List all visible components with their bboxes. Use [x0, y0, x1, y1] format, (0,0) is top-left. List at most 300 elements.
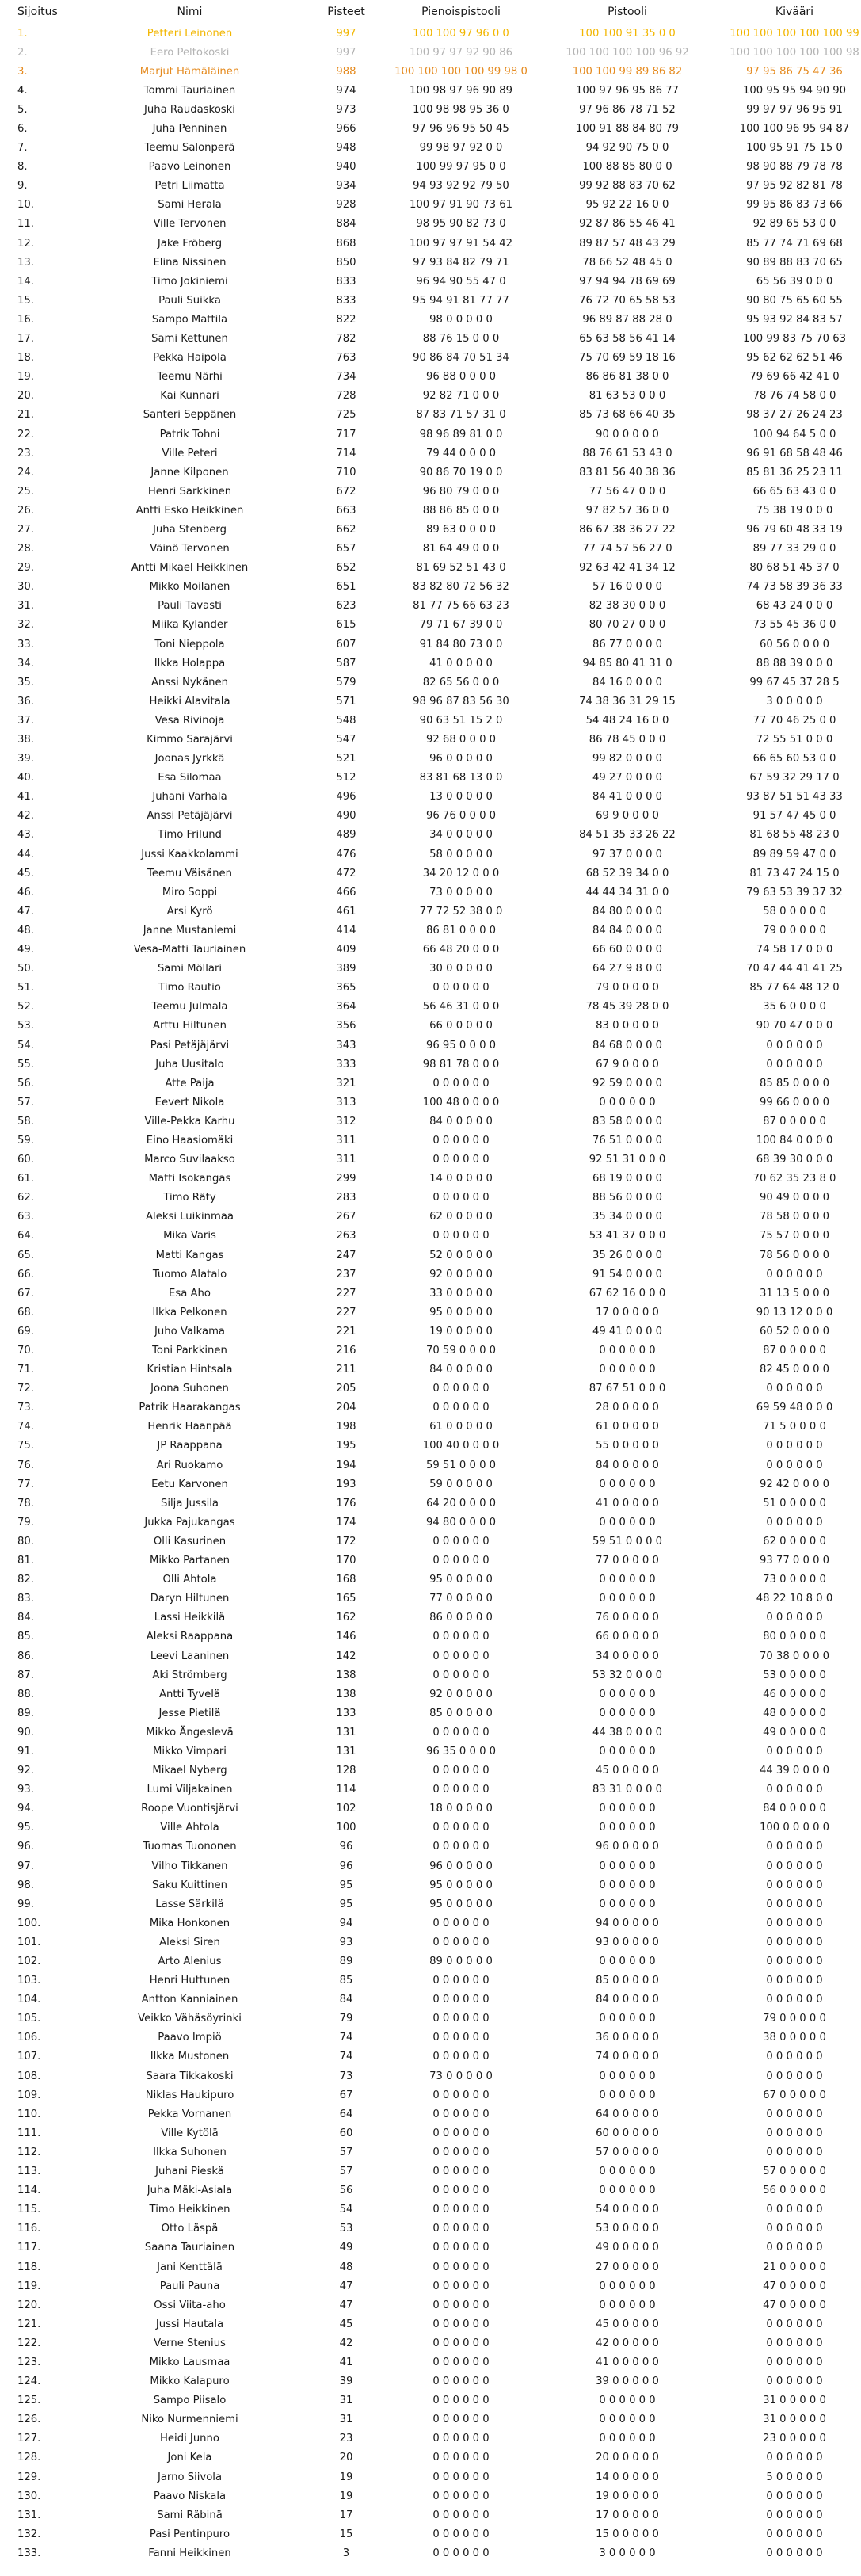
pistol-scores-cell: 0 0 0 0 0 0: [599, 2185, 656, 2197]
pistol-scores-cell: 77 74 57 56 27 0: [582, 543, 672, 555]
rank-cell: 14.: [17, 275, 34, 288]
rank-cell: 118.: [17, 2261, 41, 2273]
rank-cell: 47.: [17, 905, 34, 918]
small-pistol-scores-cell: 0 0 0 0 0 0: [432, 1765, 490, 1777]
name-cell: Henri Huttunen: [149, 1975, 230, 1987]
pistol-scores-cell: 86 77 0 0 0 0: [592, 638, 663, 651]
name-cell: Ville Ahtola: [160, 1822, 219, 1834]
points-cell: 850: [336, 256, 356, 269]
rifle-scores-cell: 100 0 0 0 0 0: [759, 1822, 830, 1834]
table-row: [0, 1380, 861, 1399]
rank-cell: 12.: [17, 237, 34, 250]
pistol-scores-cell: 0 0 0 0 0 0: [599, 1879, 656, 1891]
table-row: [0, 482, 861, 501]
points-cell: 131: [336, 1745, 356, 1757]
points-cell: 96: [339, 1841, 353, 1853]
points-cell: 579: [336, 676, 356, 689]
points-cell: 47: [339, 2280, 353, 2292]
pistol-scores-cell: 92 59 0 0 0 0: [592, 1077, 663, 1090]
name-cell: Ville Peteri: [162, 447, 218, 460]
pistol-scores-cell: 76 0 0 0 0 0: [596, 1612, 659, 1624]
rifle-scores-cell: 73 55 45 36 0 0: [752, 619, 836, 632]
table-row: [0, 463, 861, 482]
pistol-scores-cell: 84 84 0 0 0 0: [592, 924, 663, 937]
name-cell: Ville Tervonen: [153, 218, 227, 231]
name-cell: Ari Ruokamo: [156, 1459, 223, 1471]
pistol-scores-cell: 14 0 0 0 0 0: [596, 2471, 659, 2483]
small-pistol-scores-cell: 83 82 80 72 56 32: [413, 581, 509, 593]
rifle-scores-cell: 91 57 47 45 0 0: [752, 810, 836, 822]
points-cell: 997: [336, 27, 356, 40]
small-pistol-scores-cell: 96 35 0 0 0 0: [425, 1745, 497, 1757]
table-row: [0, 2105, 861, 2124]
rank-cell: 111.: [17, 2127, 41, 2139]
points-cell: 714: [336, 447, 356, 460]
points-cell: 490: [336, 810, 356, 822]
points-cell: 227: [336, 1306, 356, 1319]
rifle-scores-cell: 79 0 0 0 0 0: [763, 924, 826, 937]
small-pistol-scores-cell: 0 0 0 0 0 0: [432, 1154, 490, 1166]
rank-cell: 94.: [17, 1803, 34, 1815]
rifle-scores-cell: 46 0 0 0 0 0: [763, 1688, 826, 1700]
rank-cell: 104.: [17, 1994, 41, 2006]
table-row: [0, 24, 861, 43]
small-pistol-scores-cell: 0 0 0 0 0 0: [432, 1917, 490, 1929]
small-pistol-scores-cell: 0 0 0 0 0 0: [432, 2337, 490, 2349]
small-pistol-scores-cell: 33 0 0 0 0 0: [429, 1287, 493, 1299]
table-row: [0, 253, 861, 272]
table-row: [0, 2276, 861, 2296]
small-pistol-scores-cell: 0 0 0 0 0 0: [432, 1726, 490, 1738]
name-cell: Timo Heikkinen: [149, 2204, 230, 2216]
name-cell: Kai Kunnari: [160, 390, 219, 403]
small-pistol-scores-cell: 0 0 0 0 0 0: [432, 2509, 490, 2521]
rifle-scores-cell: 0 0 0 0 0 0: [766, 1879, 823, 1891]
pistol-scores-cell: 96 0 0 0 0 0: [596, 1841, 659, 1853]
name-cell: Timo Rautio: [158, 982, 221, 994]
small-pistol-scores-cell: 0 0 0 0 0 0: [432, 2166, 490, 2178]
table-row: [0, 272, 861, 291]
pistol-scores-cell: 44 38 0 0 0 0: [592, 1726, 663, 1738]
name-cell: Lassi Heikkilä: [154, 1612, 226, 1624]
small-pistol-scores-cell: 34 20 12 0 0 0: [422, 867, 500, 880]
small-pistol-scores-cell: 92 68 0 0 0 0: [425, 734, 497, 746]
rifle-scores-cell: 0 0 0 0 0 0: [766, 2452, 823, 2464]
pistol-scores-cell: 55 0 0 0 0 0: [596, 1440, 659, 1452]
points-cell: 85: [339, 1975, 353, 1987]
points-cell: 974: [336, 84, 356, 97]
small-pistol-scores-cell: 100 48 0 0 0 0: [422, 1096, 500, 1109]
points-cell: 356: [336, 1020, 356, 1032]
name-cell: Teemu Salonperä: [144, 142, 235, 155]
points-cell: 57: [339, 2146, 353, 2158]
name-cell: Aleksi Luikinmaa: [146, 1211, 234, 1223]
rifle-scores-cell: 74 73 58 39 36 33: [746, 581, 843, 593]
rank-cell: 29.: [17, 562, 34, 574]
small-pistol-scores-cell: 58 0 0 0 0 0: [429, 848, 493, 861]
rank-cell: 130.: [17, 2490, 41, 2502]
rifle-scores-cell: 0 0 0 0 0 0: [766, 2490, 823, 2502]
rifle-scores-cell: 90 70 47 0 0 0: [756, 1020, 833, 1032]
pistol-scores-cell: 100 91 88 84 80 79: [575, 123, 680, 135]
rifle-scores-cell: 88 88 39 0 0 0: [756, 657, 833, 670]
points-cell: 20: [339, 2452, 353, 2464]
pistol-scores-cell: 0 0 0 0 0 0: [599, 2395, 656, 2407]
pistol-scores-cell: 36 0 0 0 0 0: [596, 2032, 659, 2044]
points-cell: 672: [336, 485, 356, 498]
rank-cell: 20.: [17, 390, 34, 403]
table-row: [0, 1914, 861, 1933]
points-cell: 39: [339, 2376, 353, 2388]
points-cell: 607: [336, 638, 356, 651]
table-row: [0, 1131, 861, 1150]
small-pistol-scores-cell: 100 98 97 96 90 89: [409, 84, 513, 97]
points-cell: 283: [336, 1192, 356, 1204]
pistol-scores-cell: 66 60 0 0 0 0: [592, 944, 663, 956]
name-cell: Veikko Vähäsöyrinki: [138, 2013, 242, 2025]
points-cell: 948: [336, 142, 356, 155]
rank-cell: 95.: [17, 1822, 34, 1834]
rank-cell: 1.: [17, 27, 28, 40]
table-row: [0, 2505, 861, 2524]
table-row: [0, 349, 861, 368]
points-cell: 988: [336, 65, 356, 78]
rank-cell: 115.: [17, 2204, 41, 2216]
small-pistol-scores-cell: 0 0 0 0 0 0: [432, 1383, 490, 1395]
rank-cell: 82.: [17, 1574, 34, 1586]
table-row: [0, 1666, 861, 1685]
table-row: [0, 769, 861, 788]
rifle-scores-cell: 0 0 0 0 0 0: [766, 1058, 823, 1070]
rank-cell: 35.: [17, 676, 34, 689]
points-cell: 934: [336, 180, 356, 193]
rank-cell: 52.: [17, 1001, 34, 1013]
rank-cell: 86.: [17, 1650, 34, 1662]
name-cell: Mika Honkonen: [149, 1917, 230, 1929]
rifle-scores-cell: 100 100 100 100 100 99: [730, 27, 859, 40]
table-row: [0, 2143, 861, 2162]
small-pistol-scores-cell: 73 0 0 0 0 0: [429, 886, 493, 899]
rifle-scores-cell: 100 99 83 75 70 63: [742, 333, 847, 345]
rifle-scores-cell: 100 100 100 100 100 98: [730, 46, 859, 59]
name-cell: Lasse Särkilä: [155, 1898, 224, 1910]
name-cell: Pauli Pauna: [159, 2280, 220, 2292]
table-row: [0, 330, 861, 349]
small-pistol-scores-cell: 70 59 0 0 0 0: [425, 1345, 497, 1357]
rank-cell: 80.: [17, 1535, 34, 1548]
pistol-scores-cell: 27 0 0 0 0 0: [596, 2261, 659, 2273]
name-cell: Daryn Hiltunen: [150, 1593, 230, 1605]
rifle-scores-cell: 79 0 0 0 0 0: [763, 2013, 826, 2025]
table-row: [0, 501, 861, 520]
small-pistol-scores-cell: 0 0 0 0 0 0: [432, 1555, 490, 1567]
small-pistol-scores-cell: 0 0 0 0 0 0: [432, 1650, 490, 1662]
name-cell: Patrik Haarakangas: [139, 1402, 241, 1414]
pistol-scores-cell: 97 37 0 0 0 0: [592, 848, 663, 861]
small-pistol-scores-cell: 86 81 0 0 0 0: [425, 924, 497, 937]
rank-cell: 45.: [17, 867, 34, 880]
header-name: Nimi: [177, 6, 203, 18]
small-pistol-scores-cell: 34 0 0 0 0 0: [429, 829, 493, 841]
name-cell: Silja Jussila: [160, 1497, 219, 1509]
points-cell: 521: [336, 753, 356, 765]
name-cell: Mikko Moilanen: [149, 581, 230, 593]
rifle-scores-cell: 98 37 27 26 24 23: [746, 409, 843, 422]
rifle-scores-cell: 65 56 39 0 0 0: [756, 275, 833, 288]
points-cell: 53: [339, 2223, 353, 2235]
name-cell: Santeri Seppänen: [143, 409, 237, 422]
name-cell: Tommi Tauriainen: [143, 84, 236, 97]
rank-cell: 49.: [17, 944, 34, 956]
table-row: [0, 2315, 861, 2334]
table-row: [0, 979, 861, 998]
pistol-scores-cell: 86 86 81 38 0 0: [585, 371, 669, 384]
name-cell: Saana Tauriainen: [144, 2242, 235, 2254]
pistol-scores-cell: 3 0 0 0 0 0: [599, 2547, 656, 2559]
rifle-scores-cell: 0 0 0 0 0 0: [766, 1784, 823, 1796]
table-row: [0, 2296, 861, 2315]
pistol-scores-cell: 54 48 24 16 0 0: [585, 714, 669, 727]
table-row: [0, 1437, 861, 1456]
points-cell: 247: [336, 1249, 356, 1261]
rank-cell: 75.: [17, 1440, 34, 1452]
table-row: [0, 1361, 861, 1380]
points-cell: 267: [336, 1211, 356, 1223]
table-row: [0, 1933, 861, 1952]
rifle-scores-cell: 100 84 0 0 0 0: [756, 1134, 833, 1147]
points-cell: 204: [336, 1402, 356, 1414]
name-cell: Sampo Piisalo: [153, 2395, 227, 2407]
pistol-scores-cell: 0 0 0 0 0 0: [599, 1574, 656, 1586]
points-cell: 313: [336, 1096, 356, 1109]
rifle-scores-cell: 78 58 0 0 0 0: [759, 1211, 830, 1223]
points-cell: 237: [336, 1268, 356, 1280]
small-pistol-scores-cell: 0 0 0 0 0 0: [432, 2318, 490, 2330]
pistol-scores-cell: 0 0 0 0 0 0: [599, 1860, 656, 1872]
pistol-scores-cell: 0 0 0 0 0 0: [599, 1707, 656, 1719]
pistol-scores-cell: 0 0 0 0 0 0: [599, 1096, 656, 1109]
small-pistol-scores-cell: 98 96 89 81 0 0: [419, 428, 503, 441]
rifle-scores-cell: 62 0 0 0 0 0: [763, 1535, 826, 1548]
rifle-scores-cell: 79 69 66 42 41 0: [749, 371, 840, 384]
rifle-scores-cell: 99 95 86 83 73 66: [746, 199, 843, 212]
name-cell: Sami Kettunen: [151, 333, 228, 345]
rifle-scores-cell: 89 77 33 29 0 0: [752, 543, 836, 555]
table-row: [0, 234, 861, 253]
rifle-scores-cell: 0 0 0 0 0 0: [766, 1898, 823, 1910]
header-row: [0, 0, 861, 24]
rifle-scores-cell: 47 0 0 0 0 0: [763, 2299, 826, 2311]
points-cell: 73: [339, 2070, 353, 2082]
table-row: [0, 1628, 861, 1647]
small-pistol-scores-cell: 100 98 98 95 36 0: [413, 103, 509, 116]
table-row: [0, 1112, 861, 1131]
rank-cell: 85.: [17, 1631, 34, 1643]
rifle-scores-cell: 77 70 46 25 0 0: [752, 714, 836, 727]
pistol-scores-cell: 94 85 80 41 31 0: [582, 657, 672, 670]
small-pistol-scores-cell: 0 0 0 0 0 0: [432, 2356, 490, 2368]
points-cell: 23: [339, 2433, 353, 2445]
pistol-scores-cell: 76 72 70 65 58 53: [579, 294, 676, 307]
points-cell: 868: [336, 237, 356, 250]
rank-cell: 110.: [17, 2108, 41, 2120]
rank-cell: 77.: [17, 1478, 34, 1490]
table-row: [0, 788, 861, 807]
small-pistol-scores-cell: 18 0 0 0 0 0: [429, 1803, 493, 1815]
rifle-scores-cell: 0 0 0 0 0 0: [766, 2376, 823, 2388]
points-cell: 100: [336, 1822, 356, 1834]
points-cell: 67: [339, 2089, 353, 2101]
table-row: [0, 1551, 861, 1570]
points-cell: 663: [336, 504, 356, 517]
points-cell: 571: [336, 695, 356, 708]
small-pistol-scores-cell: 81 69 52 51 43 0: [416, 562, 506, 574]
points-cell: 782: [336, 333, 356, 345]
points-cell: 211: [336, 1364, 356, 1376]
small-pistol-scores-cell: 0 0 0 0 0 0: [432, 1841, 490, 1853]
points-cell: 973: [336, 103, 356, 116]
points-cell: 966: [336, 123, 356, 135]
small-pistol-scores-cell: 52 0 0 0 0 0: [429, 1249, 493, 1261]
name-cell: Eevert Nikola: [154, 1096, 225, 1109]
points-cell: 170: [336, 1555, 356, 1567]
points-cell: 54: [339, 2204, 353, 2216]
small-pistol-scores-cell: 84 0 0 0 0 0: [429, 1364, 493, 1376]
name-cell: Leevi Laaninen: [150, 1650, 230, 1662]
rank-cell: 132.: [17, 2528, 41, 2540]
name-cell: Ilkka Suhonen: [153, 2146, 227, 2158]
name-cell: Petri Liimatta: [154, 180, 225, 193]
rifle-scores-cell: 0 0 0 0 0 0: [766, 1516, 823, 1528]
pistol-scores-cell: 84 0 0 0 0 0: [596, 1994, 659, 2006]
rank-cell: 123.: [17, 2356, 41, 2368]
points-cell: 31: [339, 2414, 353, 2426]
name-cell: Otto Läspä: [161, 2223, 219, 2235]
small-pistol-scores-cell: 0 0 0 0 0 0: [432, 1822, 490, 1834]
points-cell: 19: [339, 2490, 353, 2502]
table-row: [0, 1818, 861, 1838]
small-pistol-scores-cell: 100 97 91 90 73 61: [409, 199, 513, 212]
rifle-scores-cell: 90 13 12 0 0 0: [756, 1306, 833, 1319]
points-cell: 96: [339, 1860, 353, 1872]
table-row: [0, 1952, 861, 1971]
name-cell: Niklas Haukipuro: [145, 2089, 234, 2101]
small-pistol-scores-cell: 89 0 0 0 0 0: [429, 1956, 493, 1968]
rank-cell: 36.: [17, 695, 34, 708]
pistol-scores-cell: 0 0 0 0 0 0: [599, 2089, 656, 2101]
rifle-scores-cell: 99 67 45 37 28 5: [749, 676, 840, 689]
points-cell: 131: [336, 1726, 356, 1738]
pistol-scores-cell: 95 92 22 16 0 0: [585, 199, 669, 212]
rifle-scores-cell: 93 77 0 0 0 0: [759, 1555, 830, 1567]
pistol-scores-cell: 85 0 0 0 0 0: [596, 1975, 659, 1987]
rifle-scores-cell: 23 0 0 0 0 0: [763, 2433, 826, 2445]
rank-cell: 44.: [17, 848, 34, 861]
points-cell: 95: [339, 1898, 353, 1910]
name-cell: Antti Tyvelä: [158, 1688, 221, 1700]
rank-cell: 96.: [17, 1841, 34, 1853]
rifle-scores-cell: 0 0 0 0 0 0: [766, 1268, 823, 1280]
header-rank: Sijoitus: [17, 6, 58, 18]
pistol-scores-cell: 61 0 0 0 0 0: [596, 1421, 659, 1433]
rifle-scores-cell: 0 0 0 0 0 0: [766, 2146, 823, 2158]
rank-cell: 88.: [17, 1688, 34, 1700]
pistol-scores-cell: 78 45 39 28 0 0: [585, 1001, 669, 1013]
pistol-scores-cell: 42 0 0 0 0 0: [596, 2337, 659, 2349]
points-cell: 409: [336, 944, 356, 956]
pistol-scores-cell: 77 0 0 0 0 0: [596, 1555, 659, 1567]
points-cell: 717: [336, 428, 356, 441]
name-cell: Timo Jokiniemi: [151, 275, 228, 288]
rank-cell: 4.: [17, 84, 28, 97]
points-cell: 548: [336, 714, 356, 727]
points-cell: 414: [336, 924, 356, 937]
rifle-scores-cell: 99 66 0 0 0 0: [759, 1096, 830, 1109]
pistol-scores-cell: 0 0 0 0 0 0: [599, 1364, 656, 1376]
table-row: [0, 215, 861, 234]
name-cell: Fanni Heikkinen: [148, 2547, 231, 2559]
name-cell: Pauli Tavasti: [158, 600, 222, 613]
rank-cell: 129.: [17, 2471, 41, 2483]
rank-cell: 90.: [17, 1726, 34, 1738]
pistol-scores-cell: 84 0 0 0 0 0: [596, 1459, 659, 1471]
rifle-scores-cell: 78 56 0 0 0 0: [759, 1249, 830, 1261]
name-cell: Ilkka Pelkonen: [152, 1306, 227, 1319]
small-pistol-scores-cell: 97 96 96 95 50 45: [413, 123, 509, 135]
rank-cell: 108.: [17, 2070, 41, 2082]
rifle-scores-cell: 48 22 10 8 0 0: [756, 1593, 833, 1605]
rank-cell: 121.: [17, 2318, 41, 2330]
name-cell: Kristian Hintsala: [147, 1364, 233, 1376]
points-cell: 133: [336, 1707, 356, 1719]
small-pistol-scores-cell: 95 94 91 81 77 77: [413, 294, 509, 307]
small-pistol-scores-cell: 14 0 0 0 0 0: [429, 1173, 493, 1185]
pistol-scores-cell: 84 80 0 0 0 0: [592, 905, 663, 918]
points-cell: 176: [336, 1497, 356, 1509]
name-cell: Mikko Lausmaa: [149, 2356, 230, 2368]
small-pistol-scores-cell: 79 44 0 0 0 0: [425, 447, 497, 460]
points-cell: 95: [339, 1879, 353, 1891]
points-cell: 49: [339, 2242, 353, 2254]
pistol-scores-cell: 60 0 0 0 0 0: [596, 2127, 659, 2139]
name-cell: Joona Suhonen: [150, 1383, 229, 1395]
rifle-scores-cell: 73 0 0 0 0 0: [763, 1574, 826, 1586]
points-cell: 114: [336, 1784, 356, 1796]
name-cell: Jake Fröberg: [157, 237, 223, 250]
pistol-scores-cell: 89 87 57 48 43 29: [579, 237, 676, 250]
small-pistol-scores-cell: 98 81 78 0 0 0: [422, 1058, 500, 1070]
name-cell: Jukka Pajukangas: [144, 1516, 235, 1528]
rank-cell: 79.: [17, 1516, 34, 1528]
rifle-scores-cell: 58 0 0 0 0 0: [763, 905, 826, 918]
rank-cell: 99.: [17, 1898, 34, 1910]
small-pistol-scores-cell: 92 82 71 0 0 0: [422, 390, 500, 403]
small-pistol-scores-cell: 0 0 0 0 0 0: [432, 2089, 490, 2101]
pistol-scores-cell: 68 52 39 34 0 0: [585, 867, 669, 880]
small-pistol-scores-cell: 90 63 51 15 2 0: [419, 714, 503, 727]
rifle-scores-cell: 68 39 30 0 0 0: [756, 1154, 833, 1166]
rifle-scores-cell: 60 56 0 0 0 0: [759, 638, 830, 651]
points-cell: 311: [336, 1134, 356, 1147]
small-pistol-scores-cell: 82 65 56 0 0 0: [422, 676, 500, 689]
pistol-scores-cell: 45 0 0 0 0 0: [596, 2318, 659, 2330]
table-row: [0, 1418, 861, 1437]
rank-cell: 69.: [17, 1325, 34, 1338]
name-cell: Teemu Närhi: [157, 371, 223, 384]
pistol-scores-cell: 100 100 100 100 96 92: [566, 46, 689, 59]
table-row: [0, 1017, 861, 1036]
rifle-scores-cell: 85 77 74 71 69 68: [746, 237, 843, 250]
